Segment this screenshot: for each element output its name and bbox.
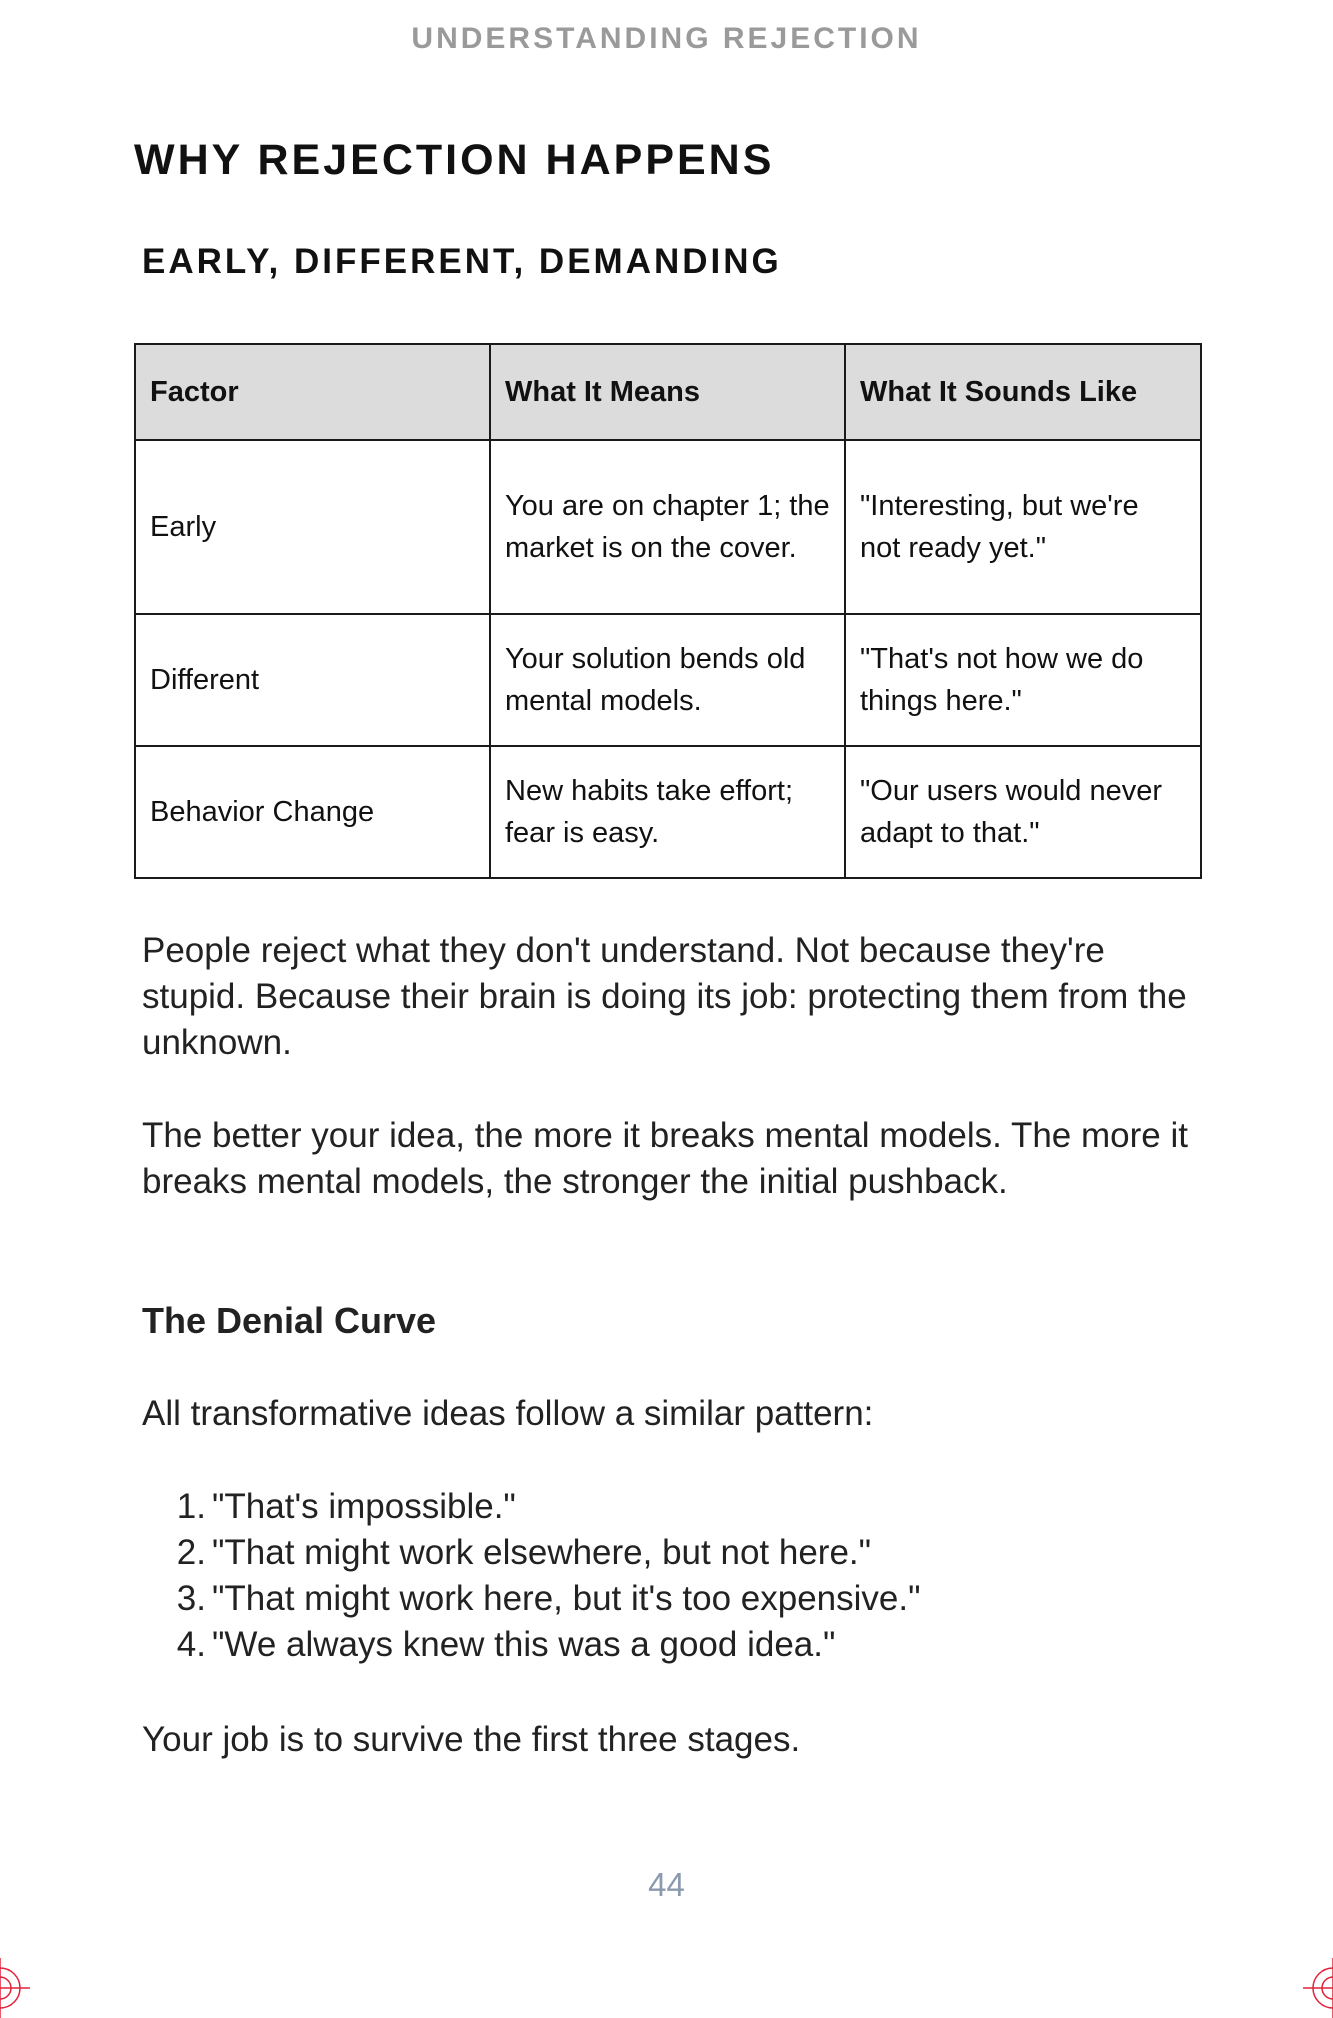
list-number: 2. — [176, 1533, 206, 1572]
list-text: "That might work elsewhere, but not here." — [212, 1533, 872, 1572]
body-paragraph: People reject what they don't understand. Not because they're stupid. Because their brain is doing its job: protecting them from the unknown. — [142, 931, 1187, 1062]
table-cell: Different — [135, 614, 490, 746]
page-number: 44 — [648, 1866, 685, 1903]
crop-mark-icon — [0, 1958, 30, 2018]
running-head: UNDERSTANDING REJECTION — [411, 22, 922, 55]
list-text: "That's impossible." — [212, 1487, 516, 1526]
closing-paragraph: Your job is to survive the first three stages. — [142, 1720, 801, 1759]
list-item — [142, 1484, 921, 1530]
table-row — [135, 614, 1201, 746]
subheading: The Denial Curve — [142, 1300, 437, 1341]
table-header-cell: What It Sounds Like — [845, 344, 1201, 440]
stages-list — [142, 1484, 921, 1668]
list-number: 3. — [176, 1579, 206, 1618]
table-cell: "Our users would never adapt to that." — [845, 746, 1201, 878]
table-row — [135, 440, 1201, 614]
section-title: EARLY, DIFFERENT, DEMANDING — [142, 242, 782, 281]
table-cell: New habits take effort; fear is easy. — [490, 746, 845, 878]
intro-paragraph: All transformative ideas follow a similar pattern: — [142, 1394, 874, 1433]
table-header-cell: What It Means — [490, 344, 845, 440]
crop-mark-icon — [1303, 1958, 1333, 2018]
list-text: "That might work here, but it's too expensive." — [212, 1579, 921, 1618]
table-header-cell: Factor — [135, 344, 490, 440]
table-cell: Your solution bends old mental models. — [490, 614, 845, 746]
table-cell: You are on chapter 1; the market is on the cover. — [490, 440, 845, 614]
list-number: 1. — [176, 1487, 206, 1526]
table-cell: Early — [135, 440, 490, 614]
list-item — [142, 1530, 921, 1576]
list-number: 4. — [176, 1625, 206, 1664]
chapter-title: WHY REJECTION HAPPENS — [134, 136, 775, 184]
table-header-row — [135, 344, 1201, 440]
table-row — [135, 746, 1201, 878]
table-cell: "Interesting, but we're not ready yet." — [845, 440, 1201, 614]
body-paragraph: The better your idea, the more it breaks mental models. The more it breaks mental models, the stronger the initial pushback. — [142, 1116, 1188, 1201]
table-cell: Behavior Change — [135, 746, 490, 878]
table-cell: "That's not how we do things here." — [845, 614, 1201, 746]
factor-table — [134, 343, 1202, 879]
list-text: "We always knew this was a good idea." — [212, 1625, 836, 1664]
list-item — [142, 1576, 921, 1622]
list-item — [142, 1622, 921, 1668]
